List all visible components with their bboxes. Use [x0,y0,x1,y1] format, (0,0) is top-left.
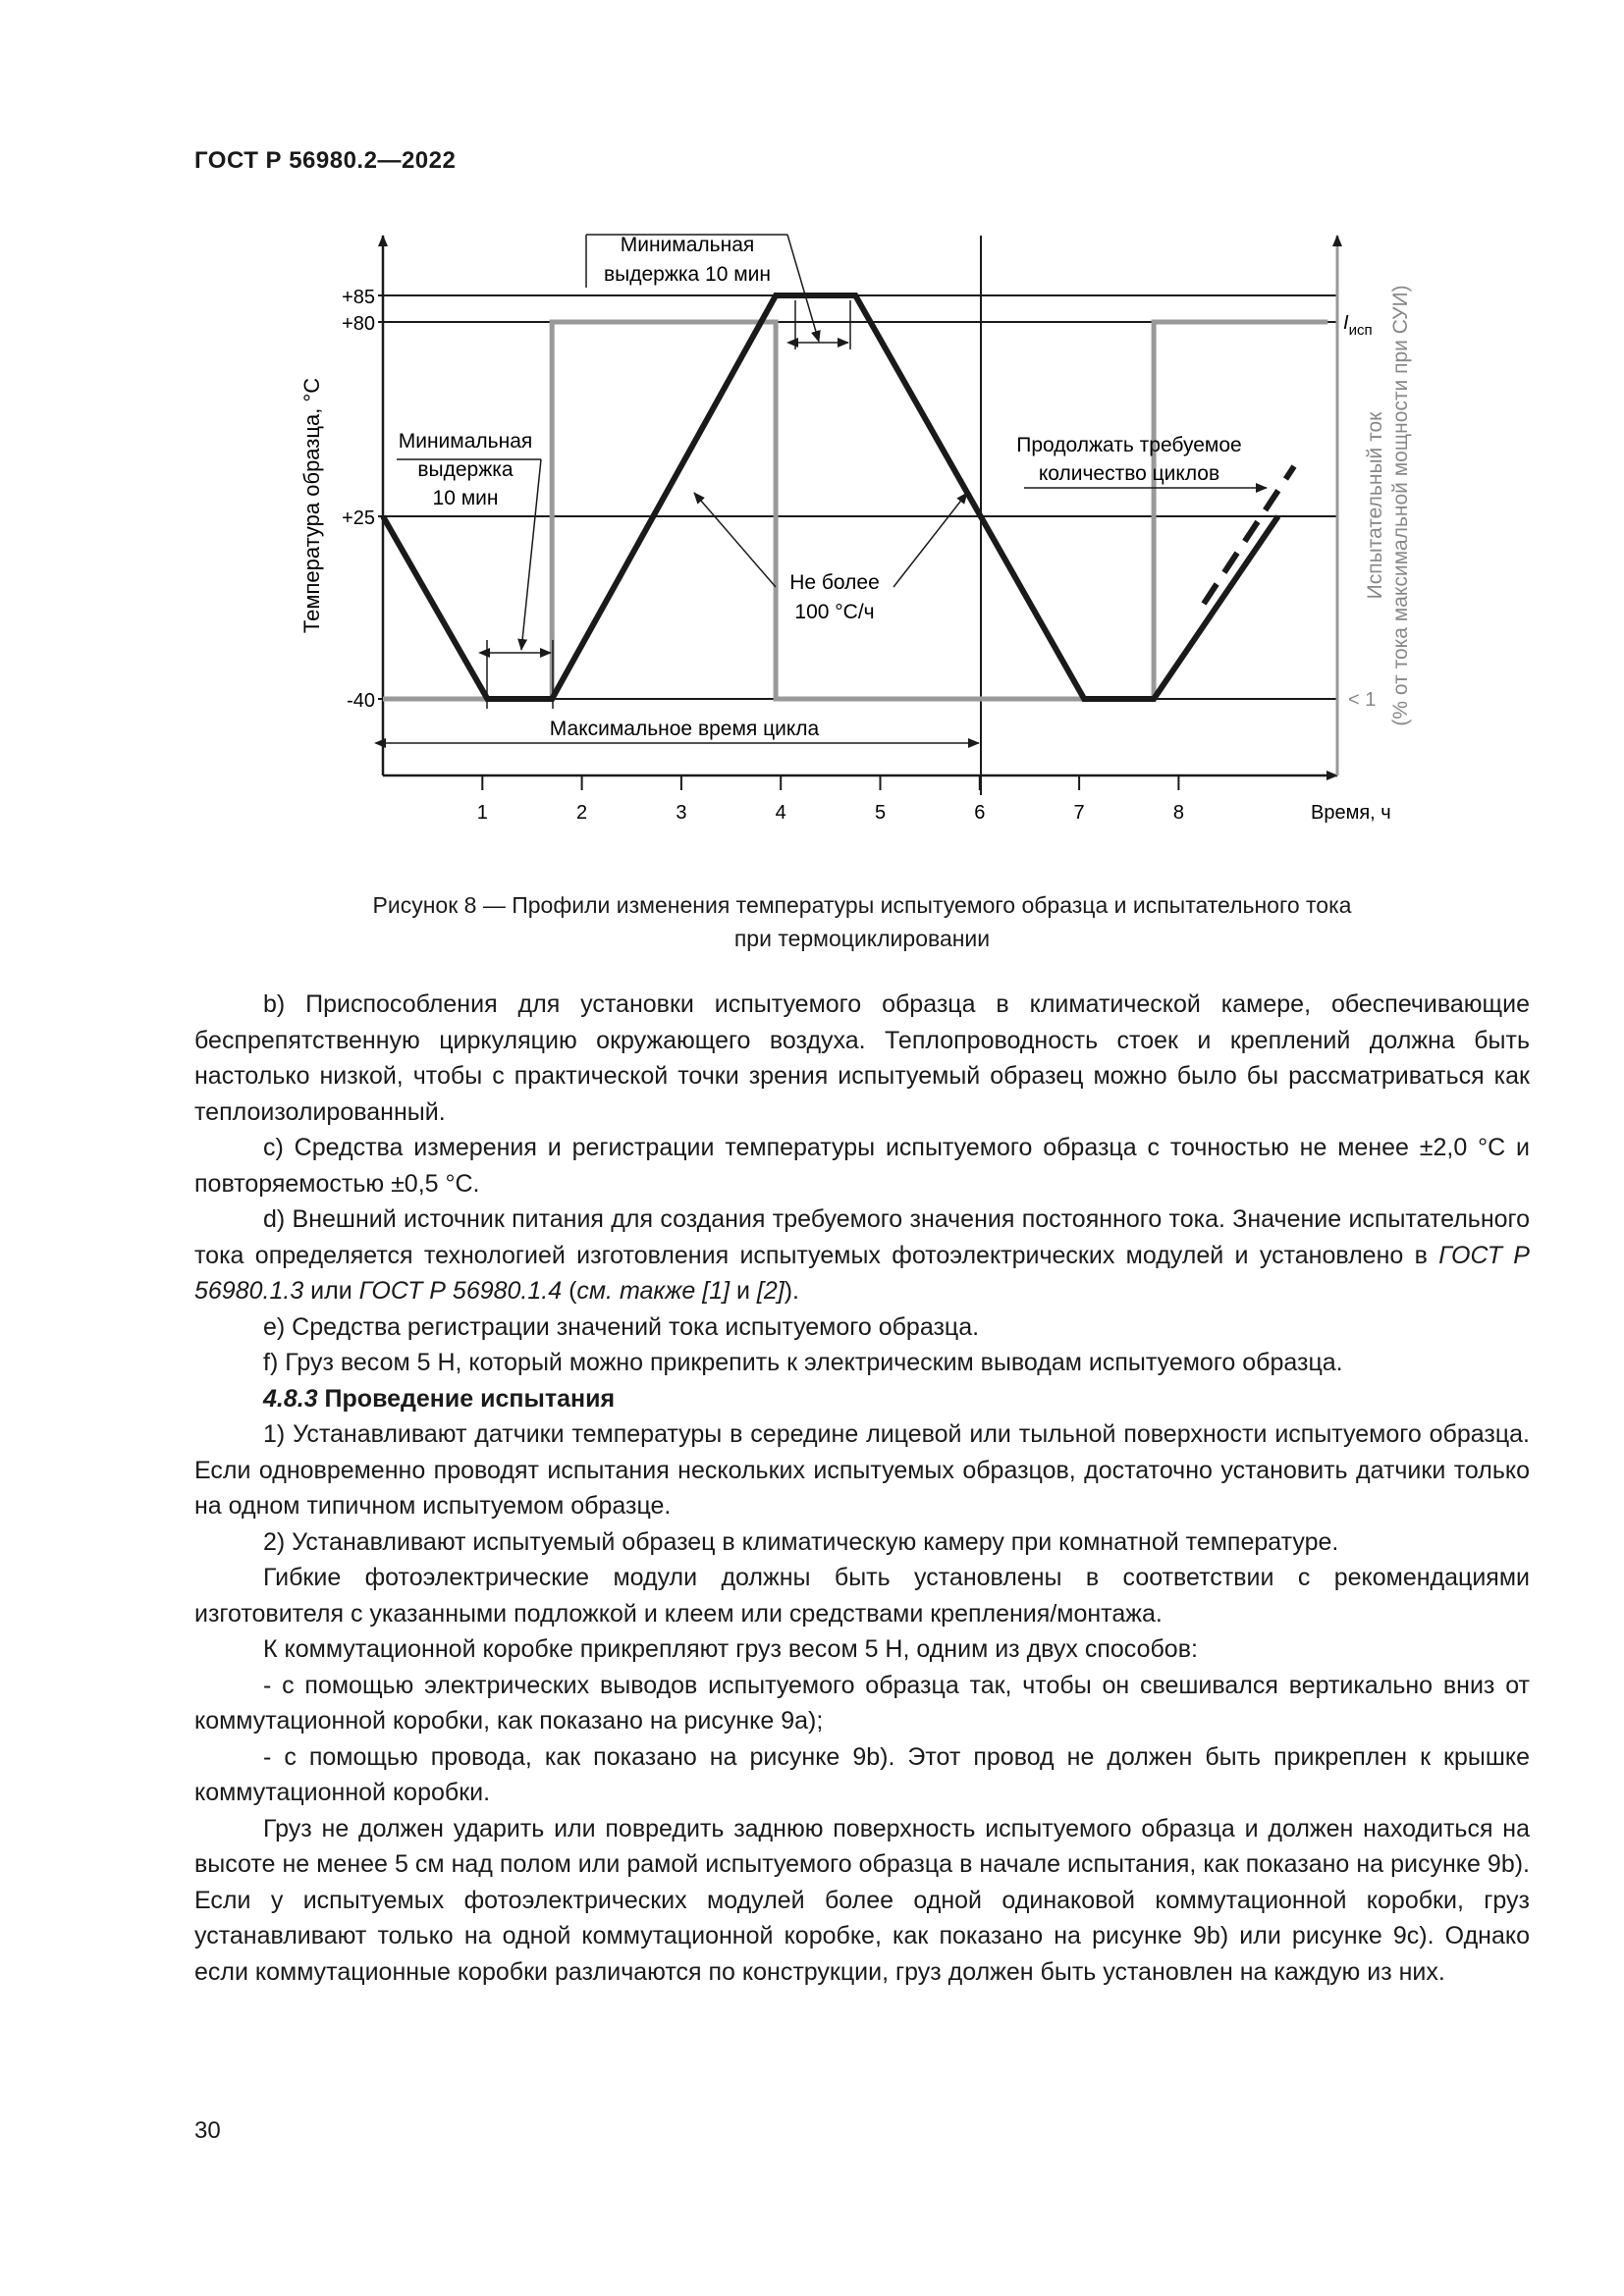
y-axis-label: Температура образца, °C [299,377,324,634]
right-axis-label-line2: (% от тока максимальной мощности при СУИ) [1389,285,1412,726]
paragraph-e: e) Средства регистрации значений тока испытуемого образца. [263,1312,980,1341]
paragraph-step-1: 1) Устанавливают датчики температуры в середине лицевой или тыльной поверхности испытуемого образца. Если одновременно проводят испытания нескольких испытуемых образцов, достаточно установить датчики только на одном типичном испытуемом образце. [194,1420,1530,1520]
reference-link: [2] [756,1277,785,1305]
y-tick-label: +85 [342,287,375,308]
x-tick-label: 2 [576,802,588,824]
annotation-top-dwell: Минимальная [620,234,755,256]
annotation-left-dwell: 10 мин [432,487,499,509]
annotation-rate: Не более [789,571,880,594]
annotation-leader [787,235,819,342]
paragraph-load: Груз не должен ударить или повредить заднюю поверхность испытуемого образца и должен находиться на высоте не менее 5 см над полом или рамой испытуемого образца в начале испытания, как показано на рисунке 9b). Если у испытуемых фотоэлектрических модулей более одной одинаковой коммутационной коробки, груз устанавливают только на одной коммутационной коробке, как показано на рисунке 9b) или рисунке 9c). Однако если коммутационные коробки различаются по конструкции, груз должен быть установлен на каждую из них. [194,1814,1530,1986]
section-heading [194,1381,1530,1417]
temperature-series-line [383,295,1278,699]
y-tick-label: -40 [347,690,375,712]
x-axis-label: Время, ч [1311,802,1391,824]
reference-link: ГОСТ Р 56980.1.3 [194,1241,1530,1305]
x-tick-label: 6 [974,802,986,824]
paragraph-b: b) Приспособления для установки испытуемого образца в климатической камере, обеспечивающие беспрепятственную циркуляцию окружающего воздуха. Теплопроводность стоек и креплений должна быть настолько низкой, чтобы с практической точки зрения испытуемый образец можно было бы рассматриваться как теплоизолированный. [194,990,1530,1126]
annotation-rate-arrow [694,493,776,587]
caption-line: Рисунок 8 — Профили изменения температуры испытуемого образца и испытательного тока [372,892,1352,918]
annotation-rate: 100 °C/ч [794,601,875,623]
section-number: 4.8.3 [263,1384,318,1413]
current-series-line [383,322,1327,699]
x-tick-label: 3 [676,802,687,824]
document-header: ГОСТ Р 56980.2—2022 [194,147,457,174]
paragraph-c: c) Средства измерения и регистрации температуры испытуемого образца с точностью не менее ±2,0 °C и повторяемостью ±0,5 °C. [194,1134,1530,1198]
annotation-leader [521,459,541,650]
paragraph-junction-box: К коммутационной коробке прикрепляют груз весом 5 Н, одним из двух способов: [263,1635,1198,1663]
annotation-left-dwell: Минимальная [398,430,533,453]
annotation-rate-arrow [893,493,967,587]
paragraph-dash-1: - с помощью электрических выводов испытуемого образца так, чтобы он свешивался вертикально вниз от коммутационной коробки, как показано на рисунке 9а); [194,1671,1530,1735]
annotation-continue: количество циклов [1038,462,1220,485]
page-number: 30 [194,2117,221,2144]
x-tick-label: 7 [1073,802,1085,824]
body-text [194,987,1530,1990]
paragraph-dash-2: - с помощью провода, как показано на рисунке 9b). Этот провод не должен быть прикреплен к крышке коммутационной коробки. [194,1742,1530,1806]
annotation-left-dwell: выдержка [417,458,514,481]
x-tick-label: 4 [775,802,786,824]
reference-link: ГОСТ Р 56980.1.4 [358,1277,563,1305]
annotation-continue: Продолжать требуемое [1016,434,1242,456]
paragraph-d: d) Внешний источник питания для создания требуемого значения постоянного тока. Значение испытательного тока определяется технологией изготовления испытуемых фотоэлектрических модулей и установлено в ГОСТ Р 56980.1.3 или ГОСТ Р 56980.1.4 (см. также [1] и [2]). [194,1205,1530,1305]
current-label: $I_{исп}$ [1343,312,1373,339]
section-title: Проведение испытания [317,1384,616,1413]
annotation-top-dwell: выдержка 10 мин [603,263,772,286]
paragraph-f: f) Груз весом 5 Н, который можно прикрепить к электрическим выводам испытуемого образца. [263,1349,1343,1376]
right-axis-label-line1: Испытательный ток [1364,411,1386,600]
figure-8-chart [0,0,1624,864]
x-tick-label: 5 [874,802,887,824]
reference-link: см. также [1] [576,1277,731,1305]
caption-line: при термоциклировании [733,926,991,951]
x-tick-label: 8 [1172,802,1184,824]
x-tick-label: 1 [476,802,488,824]
y-tick-label: +80 [342,313,375,335]
figure-caption [194,888,1530,955]
continuation-dashed-line [1204,466,1294,604]
y-tick-label: +25 [342,507,375,529]
paragraph-step-2: 2) Устанавливают испытуемый образец в климатическую камеру при комнатной температуре. [263,1527,1339,1556]
current-low-label: < 1 [1348,689,1377,711]
paragraph-flexible: Гибкие фотоэлектрические модули должны быть установлены в соответствии с рекомендациями изготовителя с указанными подложкой и клеем или средствами крепления/монтажа. [194,1564,1530,1628]
annotation-cycle: Максимальное время цикла [549,718,820,740]
